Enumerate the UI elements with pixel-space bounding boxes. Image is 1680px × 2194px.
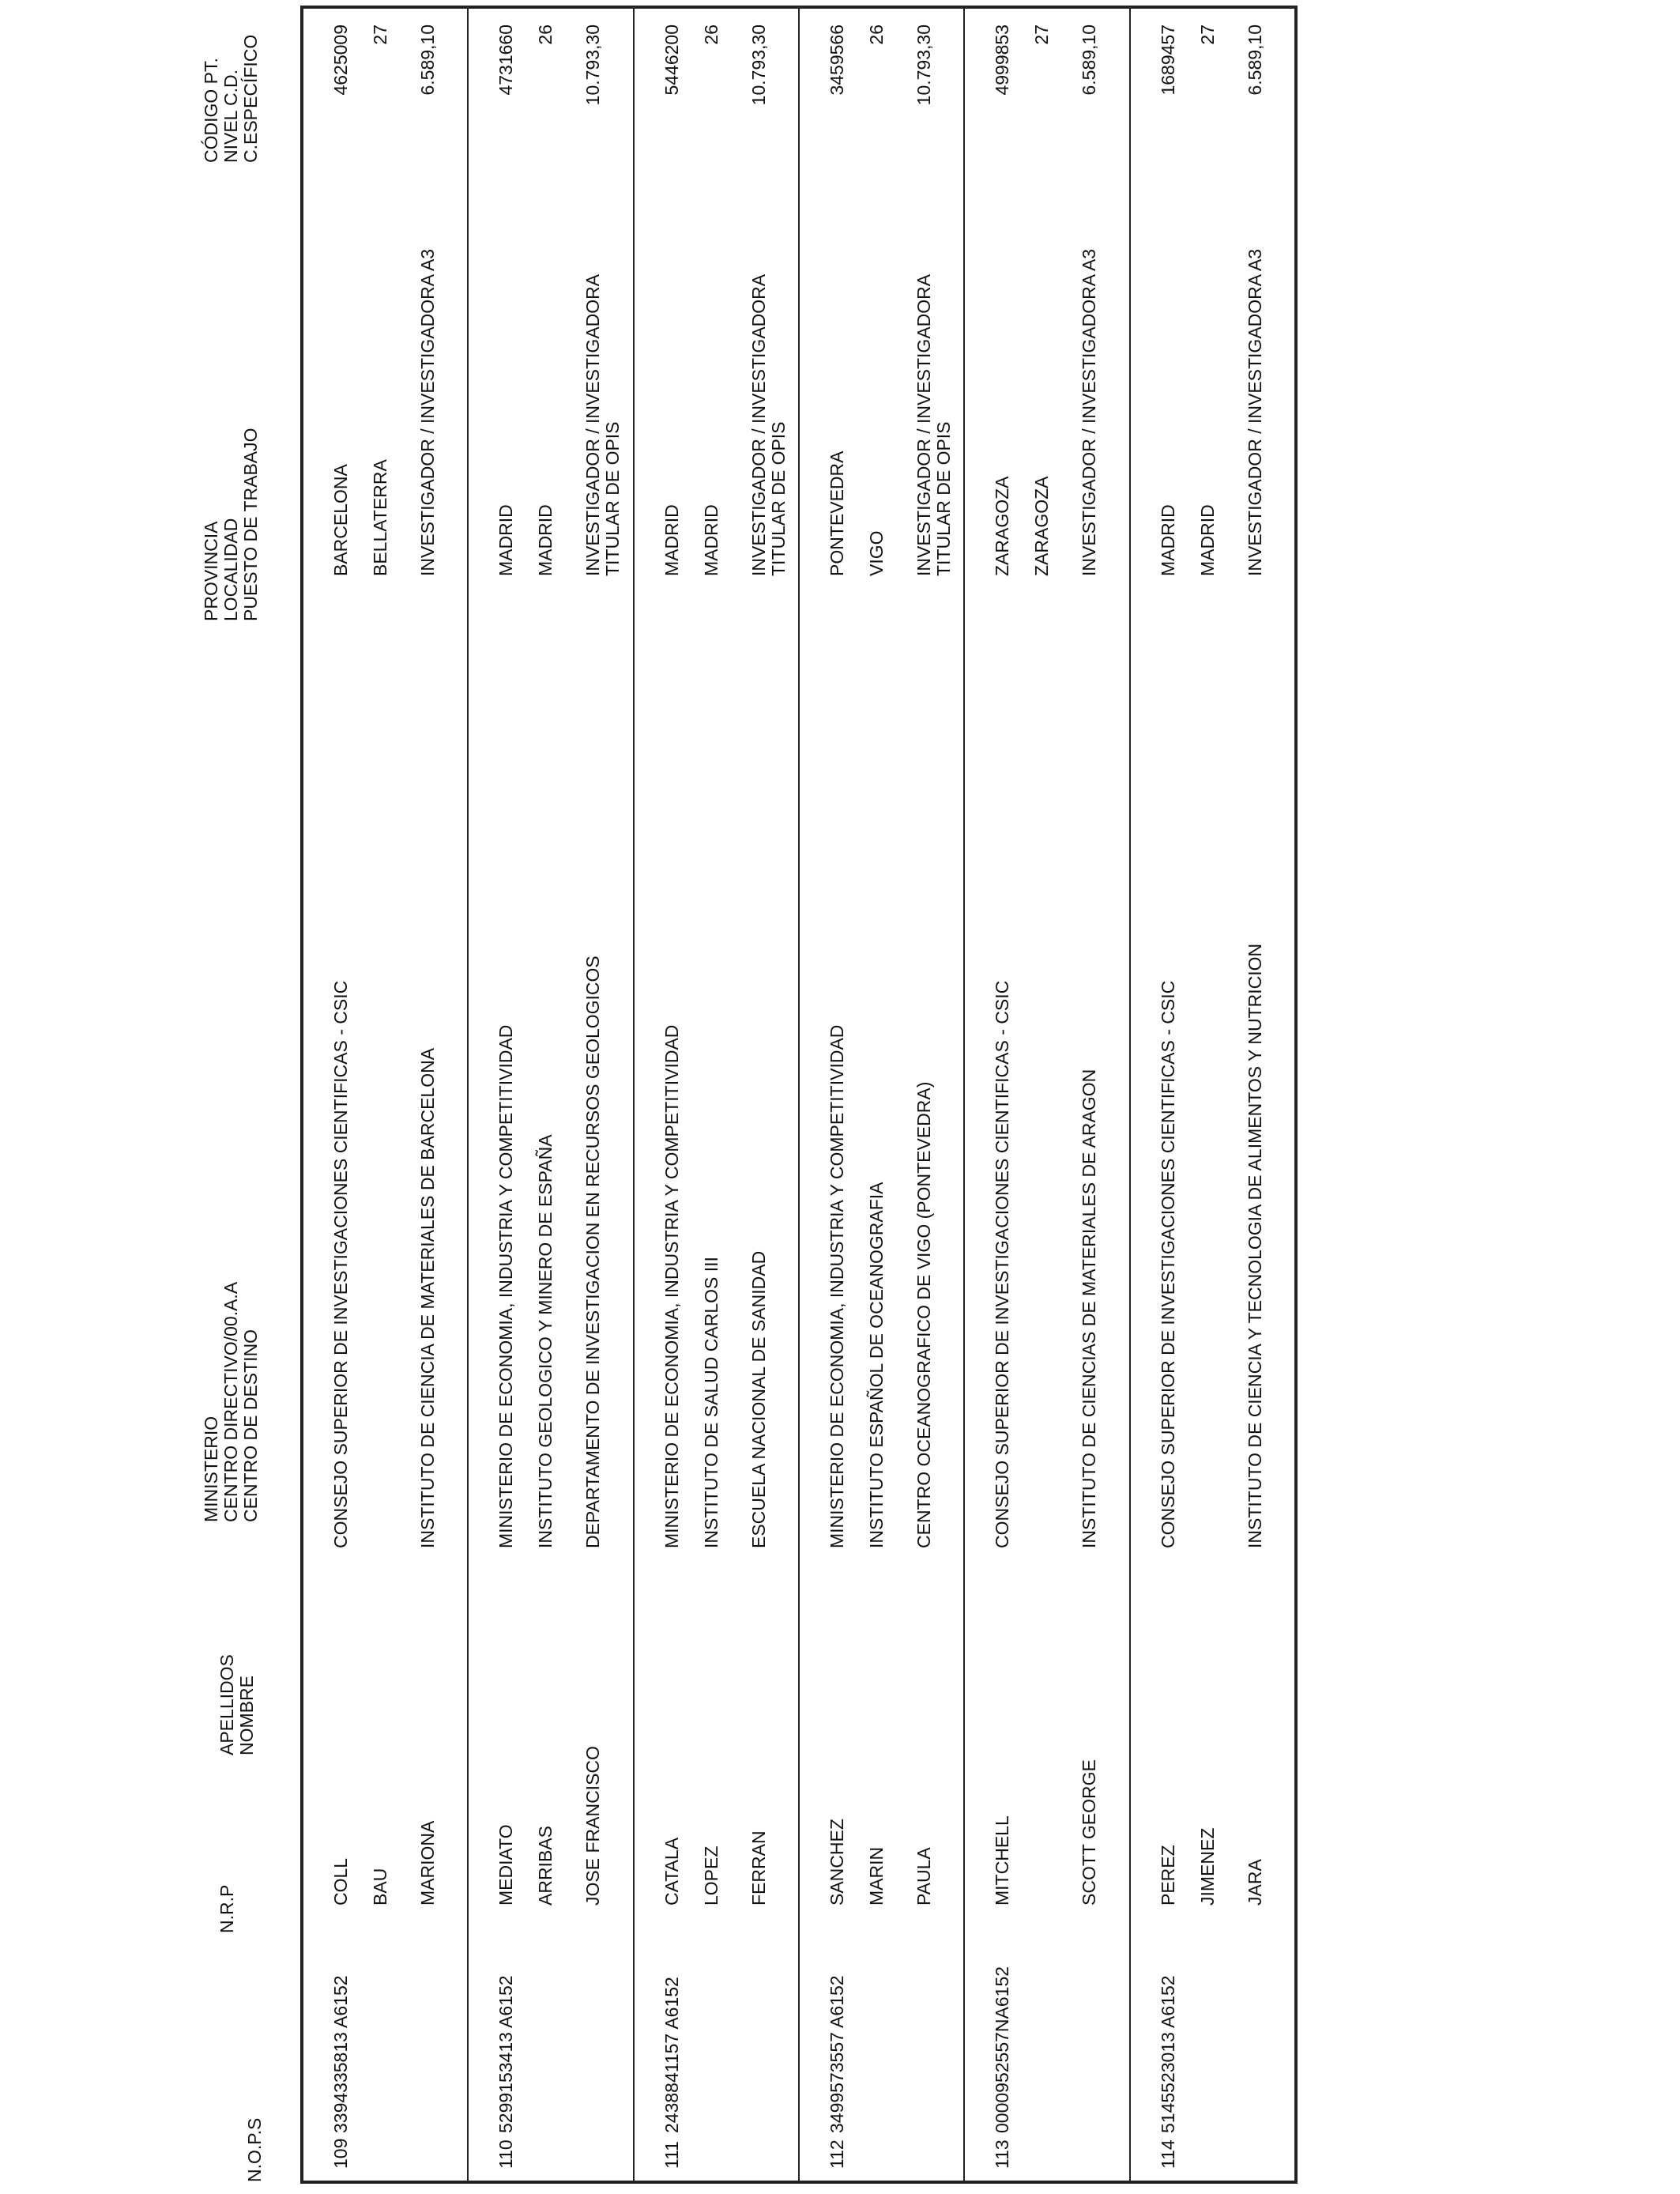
row-puesto: INVESTIGADOR / INVESTIGADORA TITULAR DE OPIS <box>913 275 954 576</box>
row-nombre: JARA <box>1244 1859 1265 1906</box>
row-centro-directivo: INSTITUTO GEOLOGICO Y MINERO DE ESPAÑA <box>535 1134 556 1548</box>
table-row <box>303 9 467 2181</box>
row-ministerio: MINISTERIO DE ECONOMIA, INDUSTRIA Y COMPETITIVIDAD <box>495 1024 517 1548</box>
row-number: 110 <box>495 2139 517 2169</box>
row-number: 113 <box>992 2139 1013 2169</box>
table-row <box>798 9 963 2181</box>
row-ministerio: CONSEJO SUPERIOR DE INVESTIGACIONES CIENTIFICAS - CSIC <box>992 980 1013 1548</box>
row-number: 112 <box>826 2139 847 2169</box>
row-puesto: INVESTIGADOR / INVESTIGADORA TITULAR DE OPIS <box>582 275 623 576</box>
row-apellido1: CATALA <box>661 1837 682 1906</box>
row-apellido1: SANCHEZ <box>826 1819 847 1906</box>
row-nrp: 0000952557NA6152 <box>992 1966 1013 2133</box>
header-codigo: CÓDIGO PT. NIVEL C.D. C.ESPECÍFICO <box>201 34 261 163</box>
row-provincia: BARCELONA <box>330 464 351 576</box>
header-ministerio: MINISTERIO CENTRO DIRECTIVO/00.A.A CENTRO DE DESTINO <box>201 1281 261 1522</box>
row-especifico: 6.589,10 <box>1079 25 1100 96</box>
row-centro-destino: INSTITUTO DE CIENCIA Y TECNOLOGIA DE ALIMENTOS Y NUTRICION <box>1244 943 1265 1548</box>
row-localidad: VIGO <box>865 530 887 576</box>
row-codigo: 3459566 <box>826 25 847 96</box>
row-centro-destino: ESCUELA NACIONAL DE SANIDAD <box>748 1250 769 1548</box>
row-number: 109 <box>330 2138 351 2169</box>
row-provincia: MADRID <box>1157 504 1178 576</box>
row-apellido1: COLL <box>330 1857 351 1906</box>
row-puesto: INVESTIGADOR / INVESTIGADORA TITULAR DE OPIS <box>748 275 789 576</box>
row-puesto: INVESTIGADOR / INVESTIGADORA A3 <box>1244 248 1265 576</box>
row-nivel: 26 <box>700 25 721 45</box>
header-nops: N.O.P.S <box>244 2117 265 2182</box>
row-ministerio: MINISTERIO DE ECONOMIA, INDUSTRIA Y COMPETITIVIDAD <box>826 1024 847 1548</box>
header-apellidos-nombre: APELLIDOS NOMBRE <box>217 1654 257 1755</box>
row-especifico: 10.793,30 <box>913 25 934 106</box>
table-row <box>963 9 1128 2181</box>
row-apellido2: LOPEZ <box>700 1845 721 1906</box>
row-apellido1: PEREZ <box>1157 1845 1178 1906</box>
row-provincia: MADRID <box>495 504 517 576</box>
row-nrp: 2438841157 A6152 <box>661 1977 682 2133</box>
row-apellido2: ARRIBAS <box>535 1826 556 1906</box>
row-centro-destino: DEPARTAMENTO DE INVESTIGACION EN RECURSOS GEOLOGICOS <box>582 956 604 1548</box>
row-codigo: 1689457 <box>1157 25 1178 96</box>
row-codigo: 4731660 <box>495 25 517 96</box>
row-especifico: 10.793,30 <box>582 25 604 106</box>
row-ministerio: CONSEJO SUPERIOR DE INVESTIGACIONES CIENTIFICAS - CSIC <box>1157 980 1178 1548</box>
row-nrp: 5145523013 A6152 <box>1157 1975 1178 2133</box>
row-centro-directivo: INSTITUTO DE SALUD CARLOS III <box>700 1257 721 1548</box>
row-nrp: 3394335813 A6152 <box>330 1975 351 2133</box>
table-row <box>633 9 798 2181</box>
row-especifico: 10.793,30 <box>748 25 769 106</box>
row-number: 111 <box>661 2141 682 2169</box>
row-apellido2: BAU <box>370 1868 390 1906</box>
row-codigo: 4625009 <box>330 25 351 96</box>
row-especifico: 6.589,10 <box>1244 25 1265 96</box>
row-nombre: SCOTT GEORGE <box>1079 1759 1100 1906</box>
row-localidad: MADRID <box>700 504 721 576</box>
row-centro-destino: INSTITUTO DE CIENCIAS DE MATERIALES DE ARAGON <box>1079 1069 1100 1548</box>
row-centro-destino: CENTRO OCEANOGRAFICO DE VIGO (PONTEVEDRA) <box>913 1081 934 1548</box>
row-ministerio: CONSEJO SUPERIOR DE INVESTIGACIONES CIENTIFICAS - CSIC <box>330 980 351 1548</box>
row-apellido1: MEDIATO <box>495 1824 517 1906</box>
row-ministerio: MINISTERIO DE ECONOMIA, INDUSTRIA Y COMPETITIVIDAD <box>661 1024 682 1548</box>
row-nombre: FERRAN <box>748 1830 769 1906</box>
row-number: 114 <box>1157 2139 1178 2169</box>
row-apellido2: JIMENEZ <box>1196 1827 1218 1906</box>
row-codigo: 4999853 <box>992 25 1013 96</box>
row-nivel: 26 <box>865 25 887 45</box>
row-nivel: 27 <box>1031 25 1053 45</box>
records-table <box>300 6 1298 2184</box>
row-provincia: MADRID <box>661 504 682 576</box>
row-nivel: 27 <box>1196 25 1218 45</box>
row-nivel: 27 <box>370 25 390 45</box>
row-centro-directivo: INSTITUTO ESPAÑOL DE OCEANOGRAFIA <box>865 1182 887 1548</box>
table-row <box>467 9 632 2181</box>
row-centro-destino: INSTITUTO DE CIENCIA DE MATERIALES DE BARCELONA <box>417 1047 438 1548</box>
row-codigo: 5446200 <box>661 25 682 96</box>
row-apellido1: MITCHELL <box>992 1815 1013 1906</box>
row-especifico: 6.589,10 <box>417 25 438 96</box>
table-row <box>1129 9 1294 2181</box>
row-nombre: PAULA <box>913 1847 934 1906</box>
row-localidad: ZARAGOZA <box>1031 476 1053 576</box>
row-nombre: MARIONA <box>417 1820 438 1906</box>
row-localidad: MADRID <box>535 504 556 576</box>
row-provincia: ZARAGOZA <box>992 476 1013 576</box>
row-puesto: INVESTIGADOR / INVESTIGADORA A3 <box>417 248 438 576</box>
row-nivel: 26 <box>535 25 556 45</box>
row-puesto: INVESTIGADOR / INVESTIGADORA A3 <box>1079 248 1100 576</box>
row-localidad: BELLATERRA <box>370 459 390 576</box>
row-apellido2: MARIN <box>865 1846 887 1906</box>
row-localidad: MADRID <box>1196 504 1218 576</box>
row-nombre: JOSE FRANCISCO <box>582 1746 604 1906</box>
header-nrp: N.R.P <box>217 1884 237 1933</box>
header-provincia: PROVINCIA LOCALIDAD PUESTO DE TRABAJO <box>201 428 261 621</box>
row-nrp: 5299153413 A6152 <box>495 1975 517 2133</box>
row-provincia: PONTEVEDRA <box>826 450 847 576</box>
row-nrp: 3499573557 A6152 <box>826 1975 847 2133</box>
